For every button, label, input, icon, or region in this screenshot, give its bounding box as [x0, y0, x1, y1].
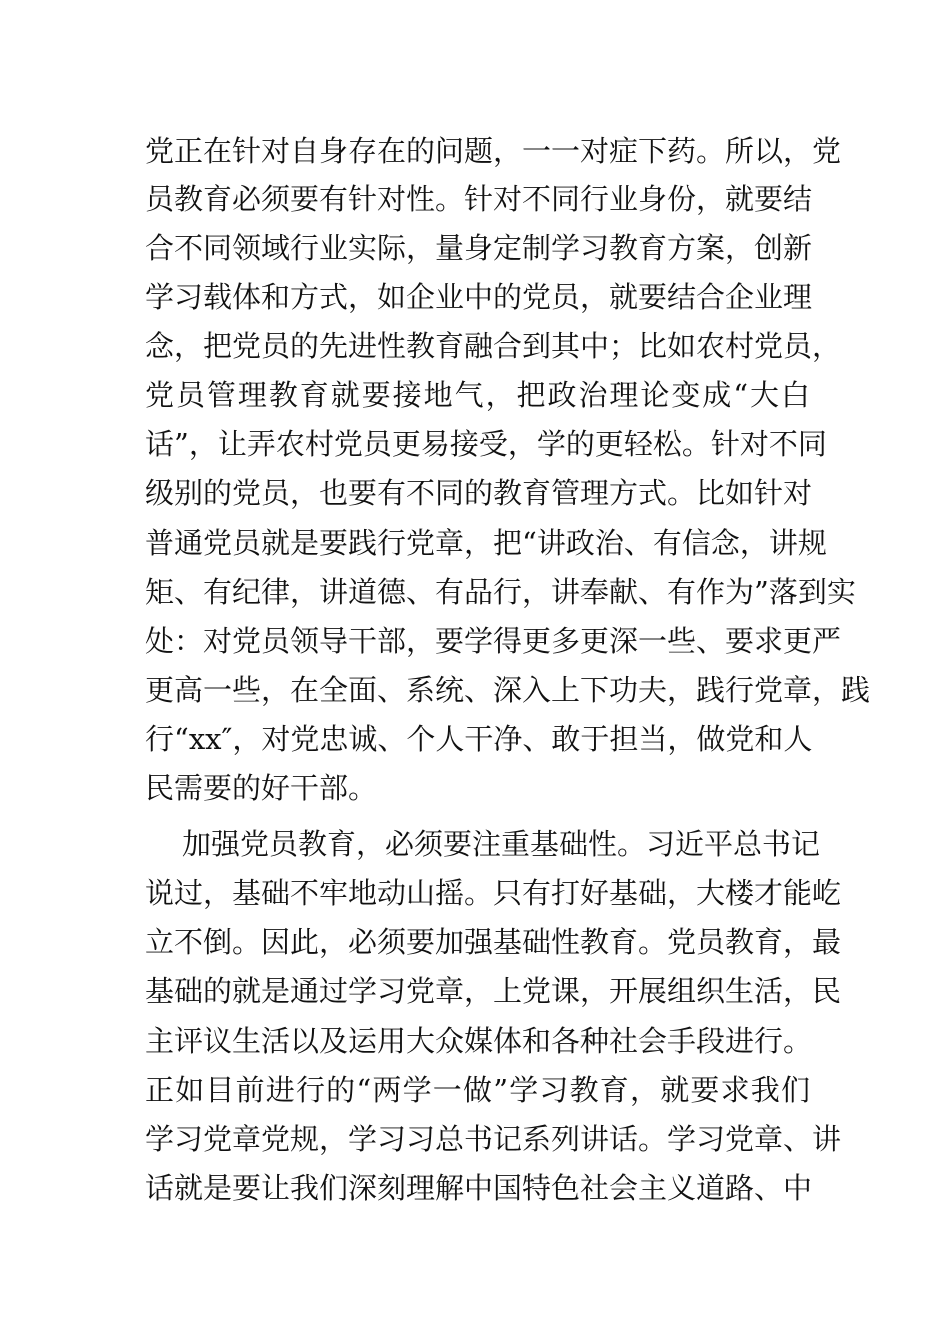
- text-line: 念，把党员的先进性教育融合到其中；比如农村党员，: [145, 329, 842, 363]
- text-line: 立不倒。因此，必须要加强基础性教育。党员教育，最: [145, 925, 842, 959]
- text-line: 合不同领域行业实际，量身定制学习教育方案，创新: [145, 231, 813, 265]
- text-line: 说过，基础不牢地动山摇。只有打好基础，大楼才能屹: [145, 876, 842, 910]
- text-line: 行“xx″，对党忠诚、个人干净、敢于担当，做党和人: [145, 722, 813, 756]
- text-line: 学习载体和方式，如企业中的党员，就要结合企业理: [145, 280, 813, 314]
- text-line: 更高一些，在全面、系统、深入上下功夫，践行党章，践: [145, 673, 871, 707]
- text-line: 基础的就是通过学习党章，上党课，开展组织生活，民: [145, 974, 842, 1008]
- text-line: 处：对党员领导干部，要学得更多更深一些、要求更严: [145, 624, 842, 658]
- text-line: 正如目前进行的“两学一做”学习教育，就要求我们: [145, 1073, 810, 1107]
- text-line: 加强党员教育，必须要注重基础性。习近平总书记: [182, 827, 821, 861]
- text-line: 主评议生活以及运用大众媒体和各种社会手段进行。: [145, 1024, 813, 1058]
- text-line: 学习党章党规，学习习总书记系列讲话。学习党章、讲: [145, 1122, 842, 1156]
- text-line: 话就是要让我们深刻理解中国特色社会主义道路、中: [145, 1171, 813, 1205]
- text-line: 党正在针对自身存在的问题，一一对症下药。所以，党: [145, 134, 842, 168]
- text-line: 级别的党员，也要有不同的教育管理方式。比如针对: [145, 476, 813, 510]
- text-line: 普通党员就是要践行党章，把“讲政治、有信念，讲规: [145, 526, 827, 560]
- text-line: 员教育必须要有针对性。针对不同行业身份，就要结: [145, 182, 813, 216]
- text-line: 矩、有纪律，讲道德、有品行，讲奉献、有作为”落到实: [145, 575, 856, 609]
- text-line: 民需要的好干部。: [145, 771, 378, 805]
- text-line: 话”，让弄农村党员更易接受，学的更轻松。针对不同: [145, 427, 827, 461]
- text-line: 党员管理教育就要接地气，把政治理论变成“大白: [145, 378, 810, 412]
